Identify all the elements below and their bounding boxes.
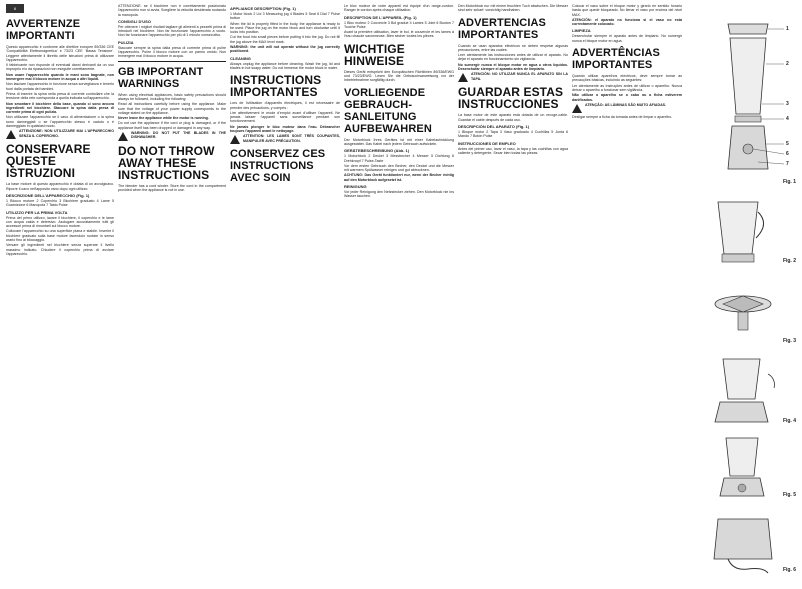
warning-block xyxy=(572,103,682,113)
paragraph: When using electrical appliances, basic safety precautions should always be followed, including the following: xyxy=(118,92,226,101)
heading-instructions-importantes: INSTRUCTIONS IMPORTANTES xyxy=(230,73,322,100)
parts-list: 1 Bloc moteur 2 Couvercle 3 Bol gradué 4 Lames 5 Joint 6 Bouton 7 Touche Pulse xyxy=(344,20,454,29)
figure-5 xyxy=(688,434,798,504)
paragraph: No sumergir nunca el bloque motor en agua u otros líquidos. Desenchufar siempre el aparato antes de limpiarlo. xyxy=(458,62,568,72)
paragraph: Per ottenere i migliori risultati tagliare gli alimenti a pezzetti prima di introdurli nel bicchiere. Non far funzionare l'apparecchio a vuoto. Non far funzionare l'apparecchio per più di 1 minuto consecutivo. xyxy=(118,24,226,38)
paragraph: Non utilizzare l'apparecchio se il cavo di alimentazione o la spina sono danneggiati o se l'apparecchio stesso è caduto o è danneggiato in qualsiasi modo. xyxy=(6,115,114,129)
paragraph: Non lasciare l'apparecchio in funzione senza sorveglianza e tenerlo fuori dalla portata dei bambini. xyxy=(6,82,114,91)
callout-7: 7 xyxy=(786,161,789,167)
subheading: REINIGUNG xyxy=(344,184,367,190)
paragraph: Ne jamais plonger le bloc moteur dans l'eau. Débrancher toujours l'appareil avant le nettoyage. xyxy=(230,124,340,134)
paragraph: Desligar sempre a ficha da tomada antes de limpar o aparelho. xyxy=(572,114,673,119)
heading-gb-warnings: GB IMPORTANT WARNINGS xyxy=(118,65,204,90)
blender-exploded-illustration xyxy=(688,4,798,189)
subheading: GERÄTEBESCHREIBUNG (Abb. 1) xyxy=(344,148,410,154)
paragraph: Collocare l'apparecchio su una superficie piana e stabile. Inserire il bicchiere graduato sulla base motore facendolo ruotare in senso orario fino al bloccaggio. xyxy=(6,229,114,243)
heading-do-not-throw: DO NOT THROW AWAY THESE INSTRUCTIONS xyxy=(118,144,215,183)
heading-wichtige-hinweise: WICHTIGE HINWEISE xyxy=(344,41,405,68)
callout-6: 6 xyxy=(786,151,789,157)
paragraph: Leer atentamente las instrucciones antes de utilizar el aparato. No dejar el aparato en funcionamiento sin vigilancia. xyxy=(458,53,568,62)
callout-3: 3 xyxy=(786,101,789,107)
subheading: DESCRIZIONE DELL'APPARECCHIO (Fig. 1) xyxy=(6,192,90,198)
warning-block xyxy=(118,131,226,141)
paragraph: ACHTUNG: Das Gerät funktioniert nur, wenn der Becher richtig auf den Motorblock aufgesetzt ist. xyxy=(344,173,454,182)
parts-list: 1 Bloque motor 2 Tapa 3 Vaso graduado 4 Cuchillas 5 Junta 6 Mando 7 Botón Pulse xyxy=(458,129,568,139)
paragraph: Le bloc moteur de votre appareil est équipé d'un range-cordon. Ranger le cordon après chaque utilisation. xyxy=(344,4,454,13)
heading-avvertenze: AVVERTENZE IMPORTANTI xyxy=(6,18,81,42)
paragraph: Colocar el vaso sobre el bloque motor y girarlo en sentido horario hasta que quede bloqueado. No llenar el vaso por encima del nivel MAX. xyxy=(572,4,682,17)
page-number-tab xyxy=(6,4,24,13)
paragraph: Quando utilizar aparelhos eléctricos, deve sempre tomar as precauções básicas, incluindo as seguintes: xyxy=(572,74,682,83)
jug-on-base-illustration xyxy=(688,354,798,429)
warning-text: ATTENTION: LES LAMES SONT TRÈS COUPANTES, MANIPULER AVEC PRÉCAUTION. xyxy=(243,134,340,143)
paragraph: Prima di inserire la spina nella presa di corrente controllare che la tensione della rete corrisponda a quella indicata sull'apparecchio. xyxy=(6,91,114,101)
figure-1 xyxy=(688,4,798,189)
paragraph: Vor jeder Reinigung den Netzstecker ziehen. Den Motorblock nie ins Wasser tauchen. xyxy=(344,190,454,199)
callout-2: 2 xyxy=(786,61,789,67)
cord-storage-illustration xyxy=(688,509,798,579)
paragraph: WARNING: the unit will not operate without the jug correctly positioned. xyxy=(230,45,340,54)
figure-label: Fig. 5 xyxy=(782,492,796,498)
heading-advertencias: ADVERTENCIAS IMPORTANTES xyxy=(458,16,546,41)
callout-4: 4 xyxy=(786,116,789,122)
paragraph: Read all instructions carefully before using the appliance. Make sure that the voltage of your power supply corresponds to the voltage stated on the appliance. xyxy=(118,102,226,115)
page-number: 6 xyxy=(13,6,17,11)
column-gb-fr xyxy=(230,4,340,579)
paragraph: ATTENZIONE: se il bicchiere non è correttamente posizionato l'apparecchio non si avvia. Scegliere la velocità desiderata ruotando la manopola. xyxy=(118,4,226,17)
paragraph: Cut the food into small pieces before putting it into the jug. Do not fill the jug above the MAX level mark. xyxy=(230,35,340,44)
paragraph: Never leave the appliance while the motor is running. xyxy=(118,116,209,121)
paragraph: Vor dem ersten Gebrauch den Becher, den Deckel und die Messer mit warmem Spülwasser reinigen und gut abtrocknen. xyxy=(344,163,454,173)
subheading: UTILIZZO PER LA PRIMA VOLTA xyxy=(6,209,68,215)
figure-label: Fig. 1 xyxy=(782,179,796,185)
paragraph: Do not use the appliance if the cord or plug is damaged, or if the appliance itself has been dropped or damaged in any way. xyxy=(118,121,226,130)
subheading: CLEANING xyxy=(230,55,251,61)
figure-3 xyxy=(688,274,798,349)
warning-text: ATENCIÓN: NO UTILIZAR NUNCA EL APARATO SIN LA TAPA. xyxy=(471,72,568,81)
paragraph: Staccare sempre la spina dalla presa di corrente prima di pulire l'apparecchio. Pulire il blocco motore con un panno umido. Non immergere mai il blocco motore in acqua. xyxy=(118,45,226,59)
warning-text: ATTENZIONE: NON UTILIZZARE MAI L'APPARECCHIO SENZA IL COPERCHIO. xyxy=(19,129,114,138)
heading-guardar: GUARDAR ESTAS INSTRUCCIONES xyxy=(458,85,564,112)
warning-block xyxy=(230,134,340,144)
callout-1: 1 xyxy=(786,26,789,32)
paragraph: Dieses Gerät entspricht den Europäischen Richtlinien 89/336/EWG und 73/23/EWG. Lesen Sie die Gebrauchsanweisung vor der Inbetriebnahme sorgfältig durch. xyxy=(344,69,454,83)
warning-block xyxy=(458,72,568,82)
warning-icon xyxy=(572,104,582,113)
paragraph: Prima del primo utilizzo, lavare il bicchiere, il coperchio e le lame con acqua calda e detersivo. Asciugare accuratamente tutti gli accessori prima di rimontarli sul blocco motore. xyxy=(6,215,114,229)
paragraph: Den Motorblock nur mit einem feuchten Tuch abwischen. Die Messer sind sehr scharf: vorsichtig handhaben. xyxy=(458,4,568,13)
figure-label: Fig. 6 xyxy=(782,567,796,573)
subheading: APPLIANCE DESCRIPTION (Fig. 1) xyxy=(230,6,296,11)
figure-label: Fig. 2 xyxy=(782,258,796,264)
subheading: DESCRIPTION DE L'APPAREIL (Fig. 1) xyxy=(344,14,417,20)
subheading: CONSIGLI D'USO xyxy=(118,18,151,24)
warning-text: ATENÇÃO: AS LÂMINAS SÃO MUITO AFIADAS. xyxy=(585,102,667,107)
warning-icon xyxy=(230,135,240,144)
subheading: DESCRIPCIÓN DEL APARATO (Fig. 1) xyxy=(458,123,530,129)
paragraph: Non smontare il bicchiere della base, quando ci sono ancora ingredienti nel bicchiere. Staccare la spina dalla presa di corrente prima di ogni pulizia. xyxy=(6,101,114,115)
paragraph: Lors de l'utilisation d'appareils électriques, il est nécessaire de prendre des précautions, y compris : xyxy=(230,101,340,110)
paragraph: Desenchufar siempre el aparato antes de limpiarlo. No sumergir nunca el bloque motor en agua. xyxy=(572,34,682,43)
paragraph: Il fabbricante non risponde di eventuali danni derivanti da un uso improprio e/o da riparazioni non eseguite correttamente. xyxy=(6,63,114,72)
callout-5: 5 xyxy=(786,141,789,147)
column-italian xyxy=(6,14,114,589)
paragraph: Non usare l'apparecchio quando le mani sono bagnate, non immergere mai il blocco motore in acqua o altri liquidi. xyxy=(6,72,114,82)
paragraph: When the lid is properly fitted in the body, the appliance is ready to be used. Place the jug on the motor block and turn clockwise until it locks into position. xyxy=(230,21,340,35)
blender-full-illustration xyxy=(688,434,798,504)
parts-list: 1 Blocco motore 2 Coperchio 3 Bicchiere graduato 4 Lame 5 Guarnizione 6 Manopola 7 Tasto Pulse xyxy=(6,198,114,208)
subheading: LIMPIEZA xyxy=(572,28,591,34)
paragraph: Der Motorblock Ihres Gerätes ist mit einer Kabelaufwicklung ausgestattet. Das Kabel nach jedem Gebrauch aufwickeln. xyxy=(344,137,454,146)
figure-4 xyxy=(688,354,798,429)
heading-advertencias-pt: ADVERTÊNCIAS IMPORTANTES xyxy=(572,47,660,72)
warning-icon xyxy=(118,132,128,141)
subheading: PULIZIA xyxy=(118,39,134,45)
figure-6 xyxy=(688,509,798,579)
heading-vorliegende: VORLIEGENDE GEBRAUCH-SANLEITUNG AUFBEWAHREN xyxy=(344,86,432,135)
paragraph: Questo apparecchio è conforme alle direttive europee 89/336 CEE 'Compatibilità Elettromagnetica' e 73/23 CEE 'Bassa Tensione'. Leggere attentamente il libretto delle istruzioni prima di utilizzare l'apparecchio. xyxy=(6,45,114,62)
figures-column xyxy=(688,4,798,579)
paragraph: Lire attentivement le mode d'emploi avant d'utiliser l'appareil. Ne jamais laisser l'appareil sans surveillance pendant son fonctionnement. xyxy=(230,110,340,124)
blade-assembly-illustration xyxy=(688,274,798,349)
paragraph: Avant la première utilisation, laver le bol, le couvercle et les lames à l'eau chaude savonneuse. Bien sécher toutes les pièces. xyxy=(344,30,454,39)
blender-jug-illustration xyxy=(688,194,798,269)
figure-2 xyxy=(688,194,798,269)
paragraph: La base motor de este aparato está dotada de un recoge-cable. Guardar el cable después de cada uso. xyxy=(458,113,568,122)
paragraph: Ler atentamente as instruções antes de utilizar o aparelho. Nunca deixar o aparelho a funcionar sem vigilância. xyxy=(572,83,682,92)
heading-conservare: CONSERVARE QUESTE ISTRUZIONI xyxy=(6,142,91,181)
heading-conservez: CONSERVEZ CES INSTRUCTIONS AVEC SOIN xyxy=(230,148,326,185)
paragraph: Antes del primer uso, lavar el vaso, la tapa y las cuchillas con agua caliente y detergente. Secar bien todas las piezas. xyxy=(458,146,568,155)
figure-label: Fig. 3 xyxy=(782,338,796,344)
parts-list: 1 Motorblock 2 Deckel 3 Messbecher 4 Messer 5 Dichtung 6 Drehknopf 7 Pulse-Taste xyxy=(344,154,454,163)
figure-label: Fig. 4 xyxy=(782,418,796,424)
divider xyxy=(118,61,226,62)
column-fr-de xyxy=(344,4,454,579)
paragraph: La base motore di questo apparecchio è dotata di un avvolgicavo. Riporre il cavo nell'apposito vano dopo ogni utilizzo. xyxy=(6,182,114,191)
warning-icon xyxy=(458,73,468,82)
paragraph: Não utilizar o aparelho se o cabo ou a ficha estiverem danificados. xyxy=(572,93,682,102)
paragraph: Cuando se usan aparatos eléctricos se deben respetar algunas precauciones, entre las cuales: xyxy=(458,43,568,52)
subheading: INSTRUCCIONES DE EMPLEO xyxy=(458,140,516,146)
column-es-pt xyxy=(572,4,682,579)
warning-icon xyxy=(6,130,16,139)
parts-list: 1 Motor block 2 Lid 3 Measuring jug 4 Blades 5 Seal 6 Dial 7 Pulse button xyxy=(230,12,340,21)
paragraph: Versare gli ingredienti nel bicchiere senza superare il livello massimo indicato. Chiudere il coperchio prima di avviare l'apparecchio. xyxy=(6,243,114,256)
column-it-gb xyxy=(118,4,226,579)
warning-block xyxy=(6,129,114,139)
warning-text: WARNING: DO NOT PUT THE BLADES IN THE DISHWASHER. xyxy=(131,131,226,140)
column-de-es xyxy=(458,4,568,579)
paragraph: ATENCIÓN: el aparato no funciona si el vaso no está correctamente colocado. xyxy=(572,17,682,27)
paragraph: The blender has a cord winder. Store the cord in the compartment provided when the appliance is not in use. xyxy=(118,184,226,193)
paragraph: Always unplug the appliance before cleaning. Wash the jug, lid and blades in hot soapy water. Do not immerse the motor block in water. xyxy=(230,61,340,70)
